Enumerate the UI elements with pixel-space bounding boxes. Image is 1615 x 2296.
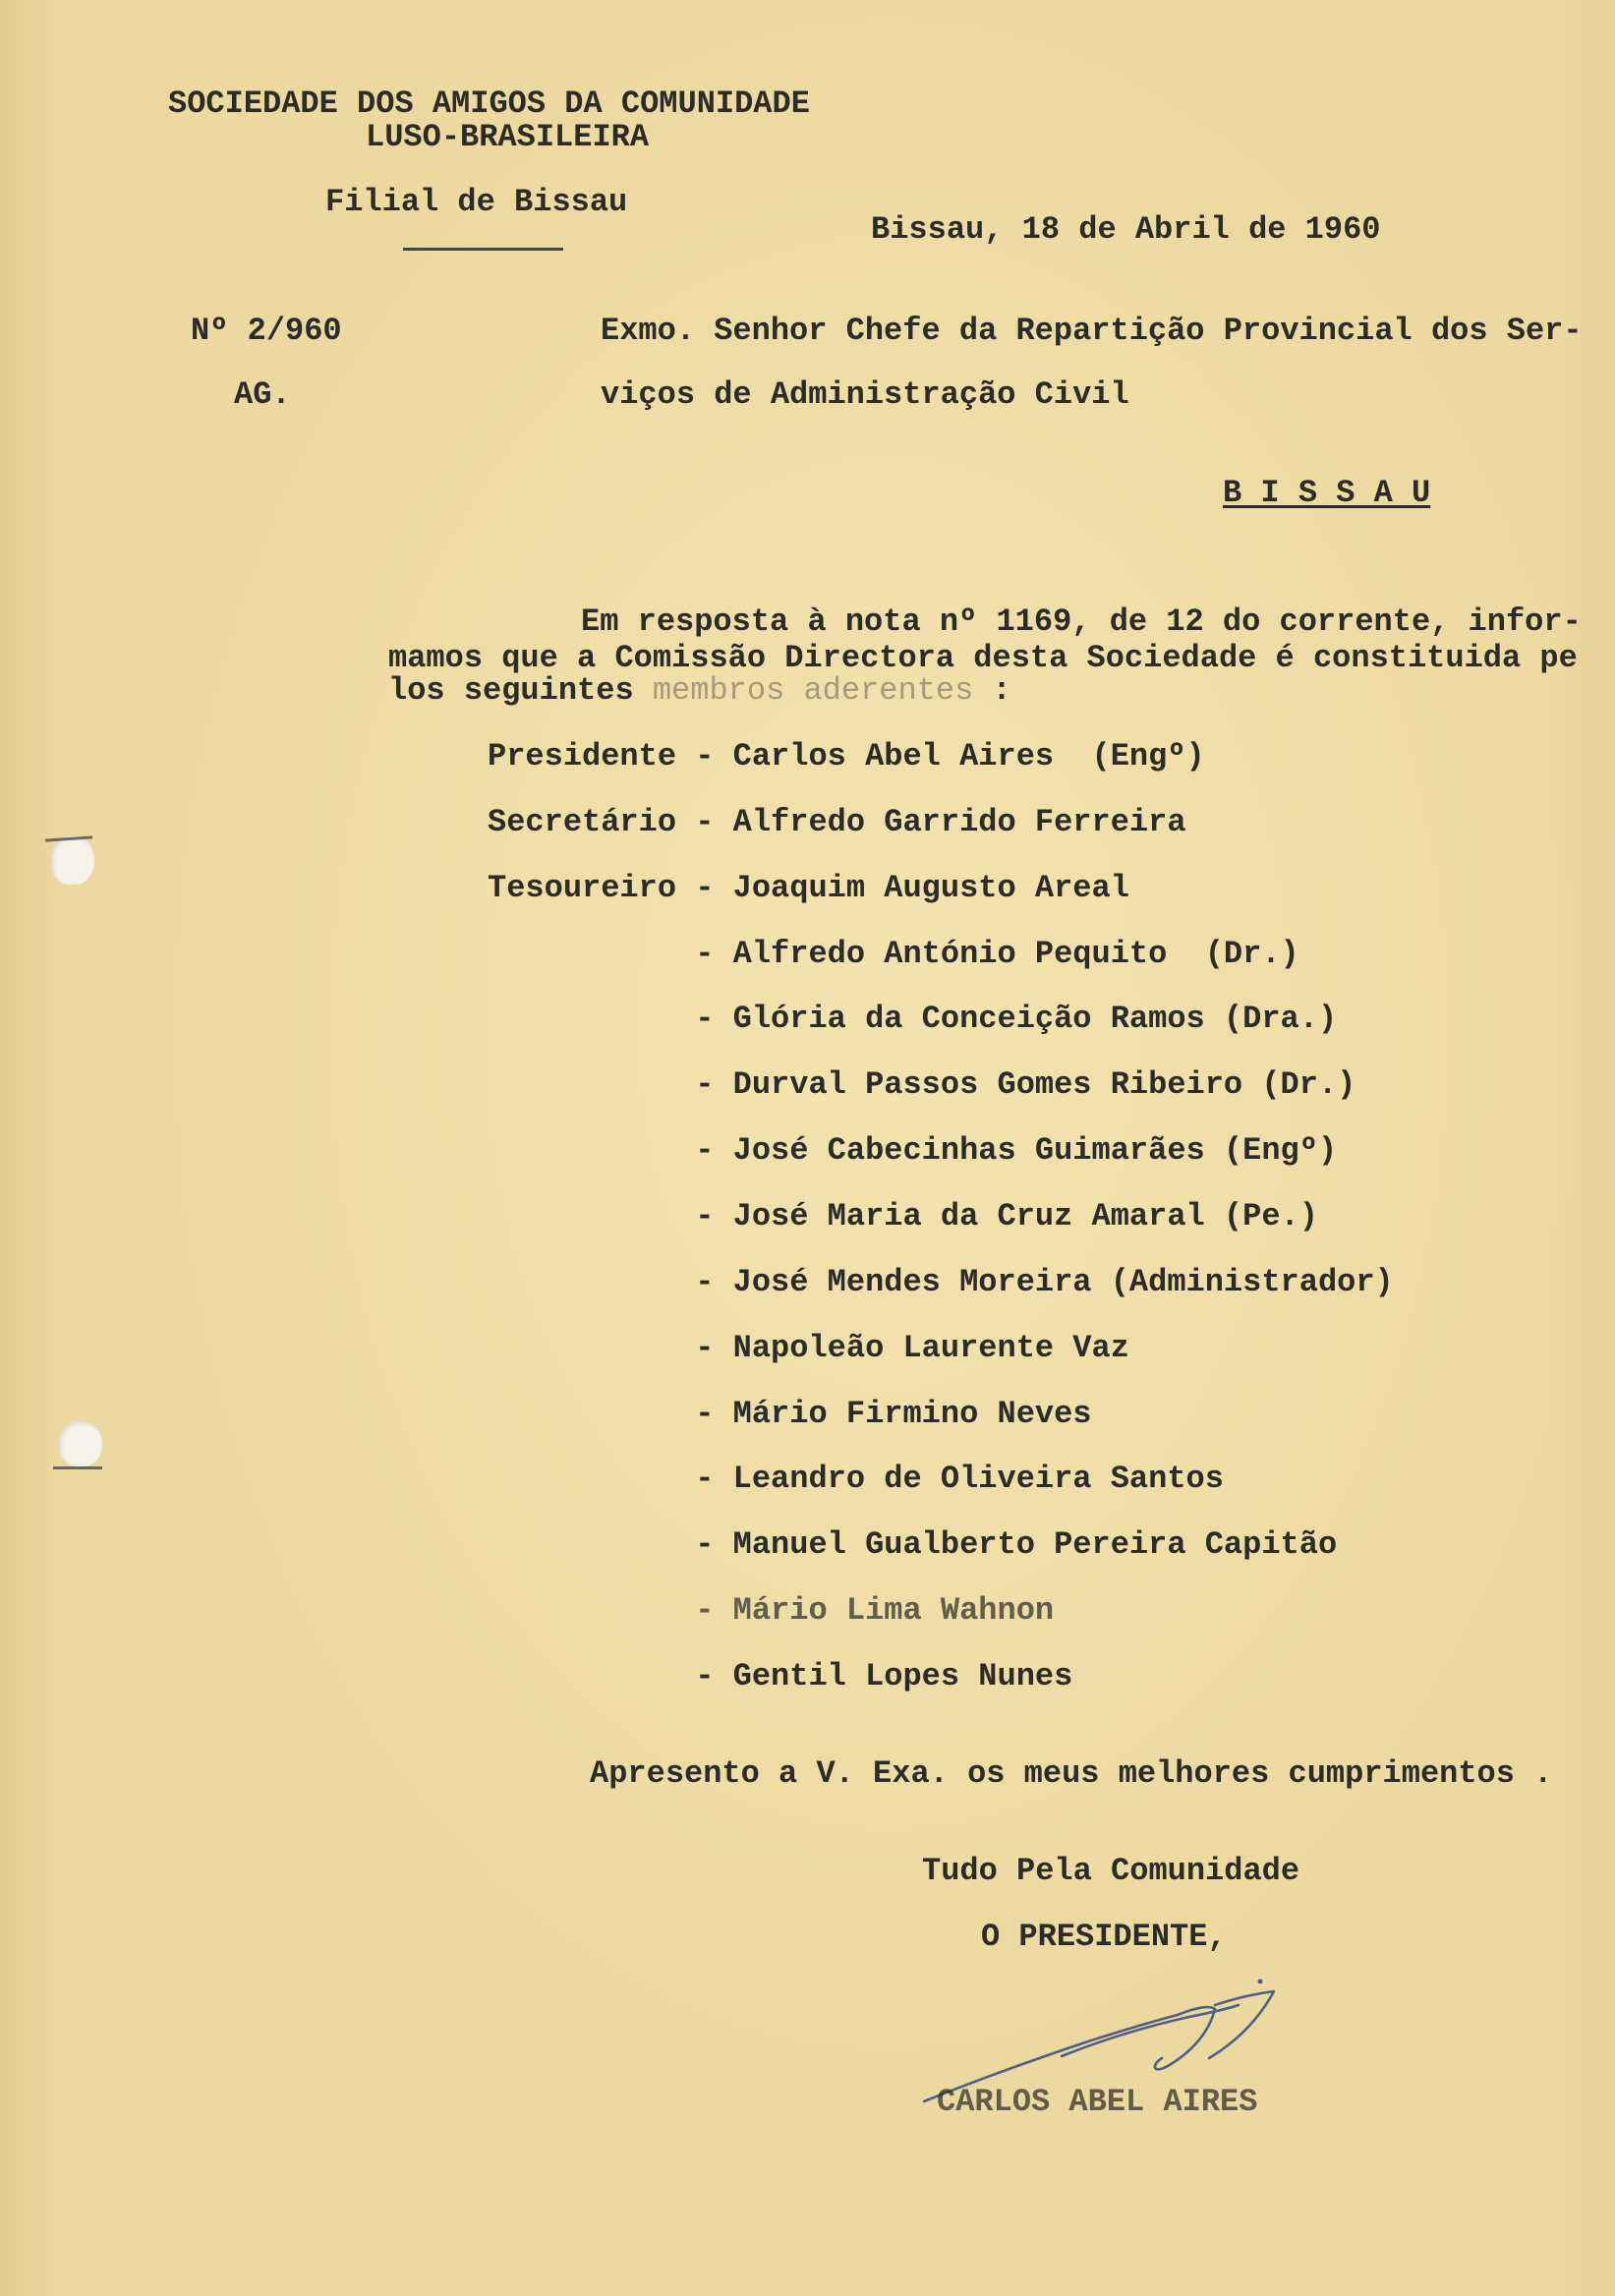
member-name: - Mário Firmino Neves (695, 1395, 1092, 1432)
signature-stroke (1062, 2005, 1239, 2056)
body-line3-faded: membros aderentes (652, 672, 974, 709)
list-item (488, 1316, 1471, 1382)
list-item (488, 922, 1471, 988)
board-members-list (488, 724, 1471, 1710)
body-line3-start: los seguintes (388, 672, 653, 709)
place-date: Bissau, 18 de Abril de 1960 (871, 211, 1381, 248)
signature-stroke (1209, 1991, 1274, 2058)
punch-hole-tear (53, 1466, 102, 1469)
list-item (488, 1250, 1471, 1316)
signature-stroke (1155, 2007, 1215, 2069)
list-item (488, 1382, 1471, 1448)
addressee-line1: Exmo. Senhor Chefe da Repartição Provincial dos Ser- (601, 313, 1583, 349)
organization-name: SOCIEDADE DOS AMIGOS DA COMUNIDADE (168, 86, 810, 122)
member-name: - Glória da Conceição Ramos (Dra.) (695, 1001, 1338, 1038)
member-name: - Mário Lima Wahnon (695, 1592, 1055, 1630)
closing-greeting: Apresento a V. Exa. os meus melhores cumprimentos . (590, 1755, 1553, 1792)
addressee-city: B I S S A U (1223, 475, 1431, 511)
body-line1: Em resposta à nota nº 1169, de 12 do corrente, infor- (581, 603, 1582, 640)
list-item (488, 987, 1471, 1053)
list-item (488, 1447, 1471, 1513)
member-name: - Napoleão Laurente Vaz (695, 1329, 1129, 1366)
reference-number: Nº 2/960 (191, 313, 342, 349)
list-item (488, 1578, 1471, 1644)
addressee-line2: viços de Administração Civil (601, 376, 1129, 413)
organization-name-line2: LUSO-BRASILEIRA (366, 119, 650, 155)
closing-motto: Tudo Pela Comunidade (922, 1853, 1300, 1889)
body-line3-end: : (973, 672, 1011, 709)
member-name: - Leandro de Oliveira Santos (695, 1461, 1224, 1498)
list-item (488, 1644, 1471, 1710)
signatory-title: O PRESIDENTE, (981, 1919, 1227, 1955)
signature-dot (1258, 1980, 1263, 1984)
member-role: Secretário (488, 803, 677, 840)
punch-hole (59, 1421, 102, 1466)
punch-hole (51, 835, 94, 885)
member-name: - Durval Passos Gomes Ribeiro (Dr.) (695, 1066, 1356, 1104)
list-item (488, 1119, 1471, 1184)
signatory-name: CARLOS ABEL AIRES (937, 2084, 1258, 2120)
member-name: - Carlos Abel Aires (Engº) (695, 738, 1205, 775)
member-name: - José Mendes Moreira (Administrador) (695, 1263, 1394, 1300)
member-role: Presidente (488, 738, 677, 775)
list-item (488, 1513, 1471, 1578)
member-name: - Gentil Lopes Nunes (695, 1658, 1073, 1695)
reference-initials: AG. (234, 376, 291, 413)
member-name: - Alfredo Garrido Ferreira (695, 803, 1186, 840)
list-item (488, 856, 1471, 922)
member-name: - José Maria da Cruz Amaral (Pe.) (695, 1198, 1318, 1235)
member-name: - José Cabecinhas Guimarães (Engº) (695, 1132, 1338, 1170)
list-item (488, 1184, 1471, 1250)
list-item (488, 724, 1471, 790)
branch-name: Filial de Bissau (325, 184, 628, 220)
body-line2: mamos que a Comissão Directora desta Sociedade é constituida pe (388, 640, 1578, 676)
member-name: - Joaquim Augusto Areal (695, 869, 1129, 906)
member-name: - Manuel Gualberto Pereira Capitão (695, 1526, 1338, 1564)
list-item (488, 1053, 1471, 1119)
member-name: - Alfredo António Pequito (Dr.) (695, 935, 1299, 972)
body-line3 (388, 671, 1011, 711)
branch-underline (403, 248, 563, 251)
list-item (488, 790, 1471, 856)
member-role: Tesoureiro (488, 869, 677, 906)
